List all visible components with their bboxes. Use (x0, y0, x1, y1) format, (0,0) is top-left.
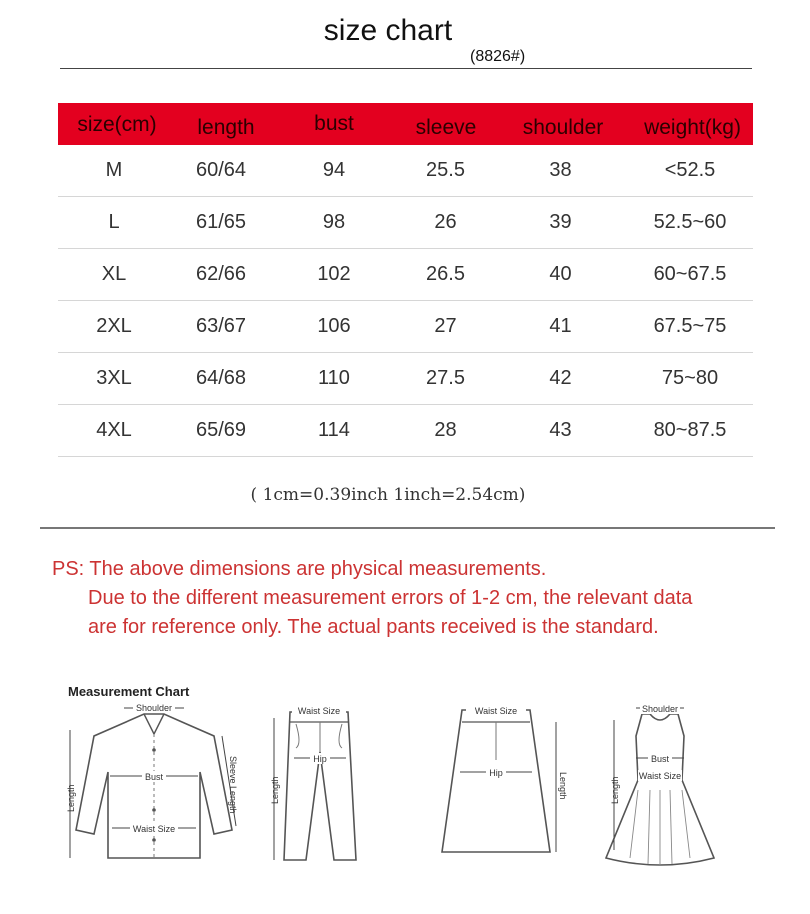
size-table (58, 103, 753, 457)
cell-size: 3XL (96, 367, 132, 389)
cell-size: 4XL (96, 419, 132, 441)
cell-length: 64/68 (195, 367, 247, 389)
cell-weight: <52.5 (664, 159, 716, 181)
column-header-weight: weight(kg) (644, 116, 741, 139)
note-line-2: Due to the different measurement errors of 1-2 cm, the relevant data (88, 587, 693, 609)
pants-waist-label: Waist Size (297, 706, 341, 716)
cell-shoulder: 38 (549, 159, 572, 181)
table-row (58, 301, 753, 353)
cell-sleeve: 28 (434, 419, 457, 441)
cell-weight: 60~67.5 (653, 263, 727, 285)
cell-length: 61/65 (195, 211, 247, 233)
cell-bust: 110 (318, 367, 350, 389)
table-row (58, 197, 753, 249)
pants-length-label: Length (270, 776, 280, 804)
skirt-length-label: Length (558, 772, 568, 800)
shirt-sleeve-label: Sleeve Length (228, 756, 238, 814)
column-header-sleeve: sleeve (415, 116, 477, 139)
cell-size: XL (101, 263, 127, 285)
cell-weight: 80~87.5 (653, 419, 727, 441)
cell-weight: 67.5~75 (653, 315, 727, 337)
table-row (58, 353, 753, 405)
dress-shoulder-label: Shoulder (641, 704, 679, 714)
shirt-shoulder-label: Shoulder (135, 703, 173, 713)
cell-shoulder: 41 (549, 315, 572, 337)
table-header (58, 103, 753, 145)
table-row (58, 145, 753, 197)
column-header-size: size(cm) (77, 113, 157, 136)
dress-length-label: Length (610, 776, 620, 804)
model-number: (8826#) (470, 48, 526, 65)
cell-length: 62/66 (195, 263, 247, 285)
cell-weight: 52.5~60 (653, 211, 727, 233)
pants-hip-label: Hip (313, 754, 327, 764)
cell-size: M (105, 159, 123, 181)
cell-bust: 114 (318, 419, 350, 441)
column-header-shoulder: shoulder (522, 116, 604, 139)
cell-weight: 75~80 (661, 367, 719, 389)
shirt-bust-label: Bust (144, 772, 164, 782)
section-divider (40, 527, 775, 529)
column-header-length: length (197, 116, 255, 139)
cell-bust: 94 (322, 159, 346, 181)
skirt-diagram (420, 700, 570, 870)
skirt-waist-label: Waist Size (474, 706, 518, 716)
table-row (58, 249, 753, 301)
cell-sleeve: 26.5 (426, 263, 465, 285)
shirt-length-label: Length (66, 784, 76, 812)
cell-shoulder: 43 (549, 419, 572, 441)
pants-diagram (260, 700, 370, 870)
cell-bust: 98 (322, 211, 346, 233)
cell-sleeve: 25.5 (426, 159, 465, 181)
cell-sleeve: 26 (434, 211, 457, 233)
title-divider (60, 68, 752, 69)
cell-bust: 102 (317, 263, 351, 285)
cell-size: L (108, 211, 120, 233)
shirt-diagram (64, 700, 244, 870)
unit-conversion-note: ( 1cm=0.39inch 1inch=2.54cm) (250, 485, 526, 505)
cell-length: 60/64 (195, 159, 247, 181)
dress-diagram (600, 700, 720, 875)
cell-length: 63/67 (195, 315, 247, 337)
table-row (58, 405, 753, 457)
cell-shoulder: 42 (549, 367, 572, 389)
cell-shoulder: 40 (549, 263, 572, 285)
page-title: size chart (323, 14, 453, 47)
dress-bust-label: Bust (650, 754, 670, 764)
measurement-chart-title: Measurement Chart (68, 684, 190, 699)
note-line-3: are for reference only. The actual pants received is the standard. (88, 616, 659, 638)
shirt-waist-label: Waist Size (132, 824, 176, 834)
cell-bust: 106 (317, 315, 351, 337)
cell-size: 2XL (96, 315, 132, 337)
cell-sleeve: 27.5 (426, 367, 465, 389)
cell-sleeve: 27 (434, 315, 457, 337)
note-line-1: PS: The above dimensions are physical measurements. (52, 558, 547, 580)
cell-length: 65/69 (195, 419, 247, 441)
cell-shoulder: 39 (549, 211, 572, 233)
skirt-hip-label: Hip (489, 768, 503, 778)
column-header-bust: bust (314, 112, 354, 135)
dress-waist-label: Waist Size (638, 771, 682, 781)
